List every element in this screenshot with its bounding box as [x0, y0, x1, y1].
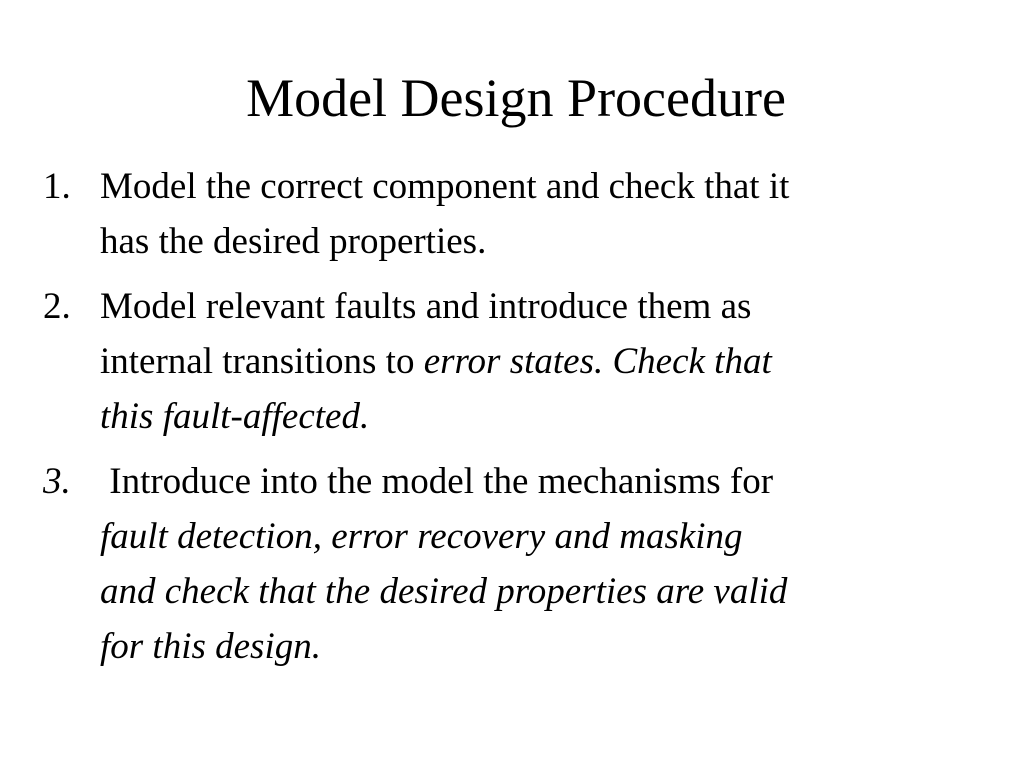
list-item-text-line — [100, 564, 787, 619]
italic-text: for this design. — [100, 626, 321, 667]
italic-text: this fault-affected. — [100, 396, 370, 437]
list-item-text-line — [100, 389, 369, 444]
list-item-text-line: Model relevant faults and introduce them as — [100, 286, 752, 327]
italic-text: error states. Check that — [423, 341, 772, 382]
list-item-text-line — [100, 334, 772, 389]
list-item-number: 3. — [43, 461, 71, 502]
italic-text: and check that the desired properties are valid — [100, 571, 788, 612]
list-item-text-line: has the desired properties. — [100, 221, 487, 262]
list-item-text-line — [100, 509, 743, 564]
list-item-number: 2. — [43, 286, 71, 327]
list-item-text-line — [100, 619, 321, 674]
plain-text: internal transitions to — [100, 341, 424, 382]
list-item-text-line: Introduce into the model the mechanisms for — [100, 461, 774, 502]
list-item-text-line: Model the correct component and check that it — [100, 166, 790, 207]
italic-text: fault detection, error recovery and masking — [100, 516, 743, 557]
list-item-number: 1. — [43, 166, 71, 207]
slide-title: Model Design Procedure — [246, 68, 786, 128]
